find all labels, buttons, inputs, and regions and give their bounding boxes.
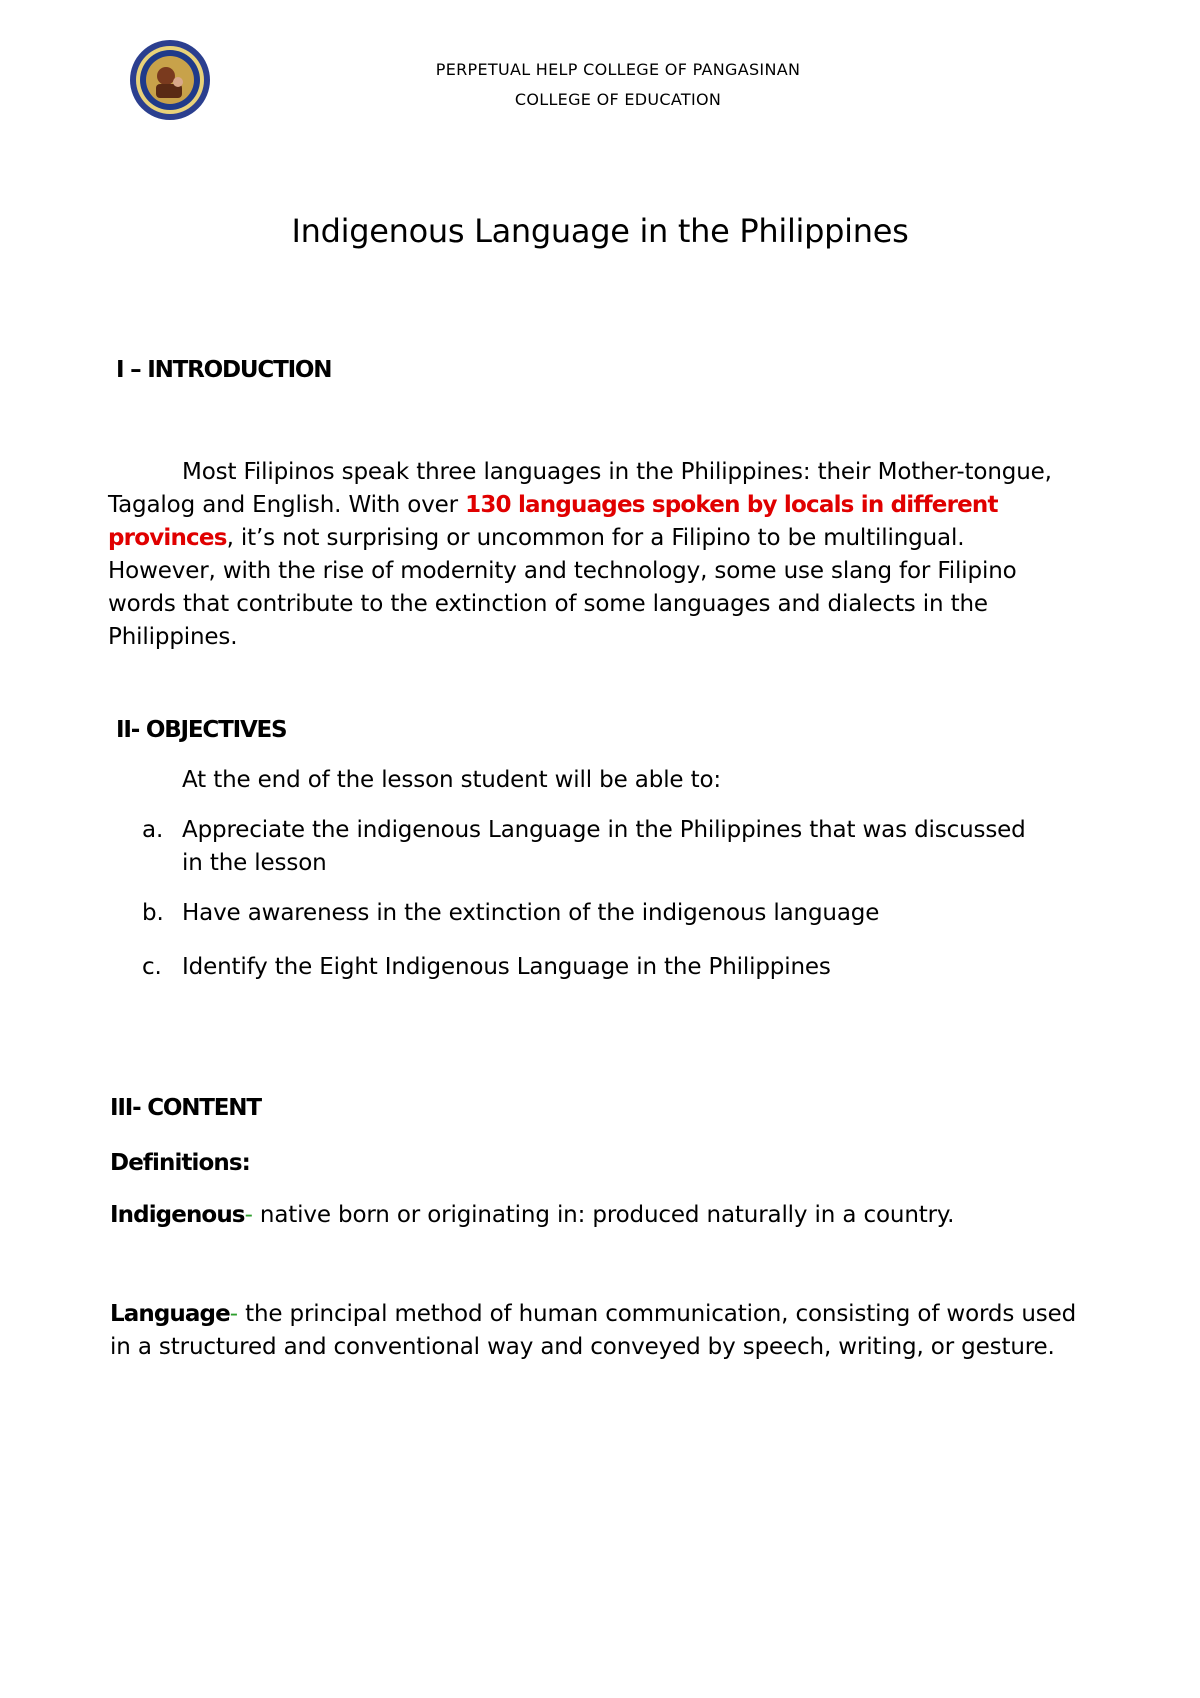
definition-dash: - xyxy=(229,1301,238,1327)
objectives-lead: At the end of the lesson student will be able to: xyxy=(182,767,721,793)
objectives-heading: II- OBJECTIVES xyxy=(116,717,287,743)
college-name: COLLEGE OF EDUCATION xyxy=(514,90,722,109)
definition-term: Indigenous xyxy=(110,1202,245,1228)
objective-text: Have awareness in the extinction of the indigenous language xyxy=(182,900,880,926)
introduction-text-before: Most Filipinos speak three languages in the Philippines: their Mother-tongue, Tagalog and English. With over xyxy=(108,459,1052,518)
college-seal-logo xyxy=(128,38,212,122)
introduction-heading: I – INTRODUCTION xyxy=(116,357,332,383)
introduction-paragraph xyxy=(108,456,1068,654)
objective-marker: a. xyxy=(142,817,164,843)
introduction-highlight: 130 languages spoken by locals in different provinces xyxy=(108,492,998,551)
definition-dash: - xyxy=(244,1202,253,1228)
definition-text: native born or originating in: produced naturally in a country. xyxy=(252,1202,955,1228)
introduction-text-after: , it’s not surprising or uncommon for a Filipino to be multilingual. However, with the rise of modernity and technology, some use slang for Filipino words that contribute to the extinction of some languages and dialects in the Philippines. xyxy=(108,525,1017,650)
institution-name: PERPETUAL HELP COLLEGE OF PANGASINAN xyxy=(435,60,801,79)
definition-term: Language xyxy=(110,1301,230,1327)
objective-marker: b. xyxy=(142,900,164,926)
objective-text: Appreciate the indigenous Language in the Philippines that was discussed in the lesson xyxy=(182,817,1026,876)
objective-text: Identify the Eight Indigenous Language in the Philippines xyxy=(182,954,831,980)
objective-marker: c. xyxy=(142,954,162,980)
content-heading: III- CONTENT xyxy=(110,1095,261,1121)
definitions-label: Definitions: xyxy=(110,1150,250,1176)
definition-indigenous xyxy=(110,1199,1070,1232)
definition-language xyxy=(110,1298,1100,1364)
document-title: Indigenous Language in the Philippines xyxy=(291,212,909,250)
definition-text: the principal method of human communication, consisting of words used in a structured and conventional way and conveyed by speech, writing, or gesture. xyxy=(110,1301,1077,1360)
